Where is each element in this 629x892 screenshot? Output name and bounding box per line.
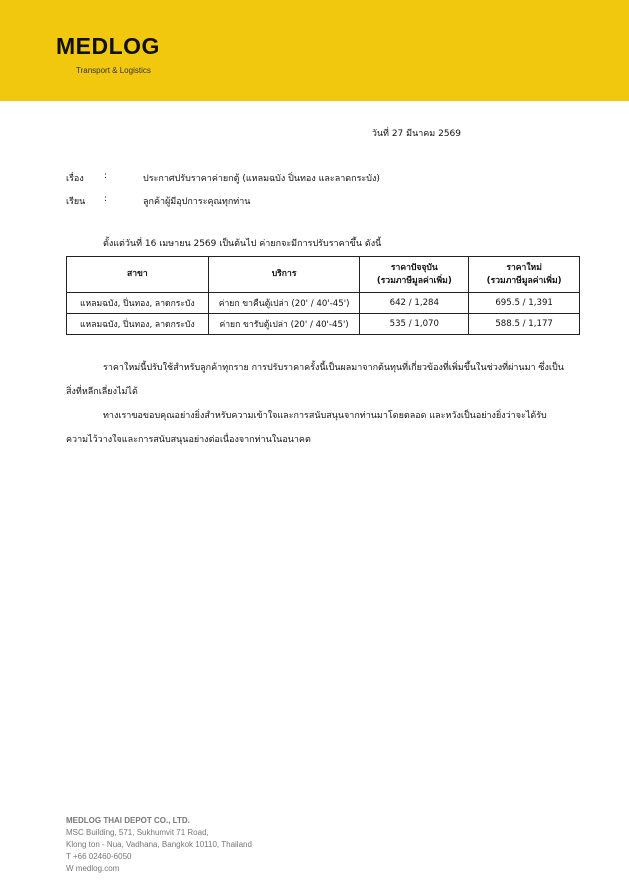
table-row <box>67 314 580 335</box>
cell-service: ค่ายก ขาคืนตู้เปล่า (20' / 40'-45') <box>208 293 360 314</box>
cell-new-price: 588.5 / 1,177 <box>469 314 580 335</box>
intro-text: ตั้งแต่วันที่ 16 เมษายน 2569 เป็นต้นไป ค่ายกจะมีการปรับราคาขึ้น ดังนี้ <box>103 239 382 249</box>
header-service: บริการ <box>208 257 360 293</box>
footer-phone: T +66 02460-6050 <box>66 852 132 861</box>
cell-current-price: 535 / 1,070 <box>360 314 469 335</box>
footer-address-line-2: Klong ton - Nua, Vadhana, Bangkok 10110, Thailand <box>66 840 252 849</box>
tagline: Transport & Logistics <box>76 66 151 75</box>
header-current-price <box>360 257 469 293</box>
subject-colon: : <box>104 171 108 181</box>
subject-label: เรื่อง <box>66 174 84 184</box>
letter-date: วันที่ 27 มีนาคม 2569 <box>371 129 461 139</box>
header-new-vat: (รวมภาษีมูลค่าเพิ่ม) <box>486 275 562 286</box>
header-current-vat: (รวมภาษีมูลค่าเพิ่ม) <box>376 275 452 286</box>
footer-company: MEDLOG THAI DEPOT CO., LTD. <box>66 816 190 825</box>
to-colon: : <box>104 194 108 204</box>
footer <box>66 815 252 875</box>
price-table <box>66 256 580 335</box>
to-text: ลูกค้าผู้มีอุปการะคุณทุกท่าน <box>143 197 251 207</box>
header-new-label: ราคาใหม่ <box>506 262 542 273</box>
cell-branch: แหลมฉบัง, ปิ่นทอง, ลาดกระบัง <box>67 293 209 314</box>
header-current-label: ราคาปัจจุบัน <box>390 262 438 273</box>
cell-branch: แหลมฉบัง, ปิ่นทอง, ลาดกระบัง <box>67 314 209 335</box>
letterhead-banner <box>0 0 629 101</box>
medlog-logo: MEDLOG <box>56 33 160 59</box>
footer-website: W medlog.com <box>66 864 120 873</box>
to-label: เรียน <box>66 197 86 207</box>
table-header-row <box>67 257 580 293</box>
cell-new-price: 695.5 / 1,391 <box>469 293 580 314</box>
header-new-price <box>469 257 580 293</box>
cell-current-price: 642 / 1,284 <box>360 293 469 314</box>
body-paragraph-2: ทางเราขอขอบคุณอย่างยิ่งสำหรับความเข้าใจและการสนับสนุนจากท่านมาโดยตลอด และหวังเป็นอย่างยิ่งว่าจะได้รับความไว้วางใจและการสนับสนุนอย่างต่อเนื่องจากท่านในอนาคต <box>66 411 547 445</box>
cell-service: ค่ายก ขารับตู้เปล่า (20' / 40'-45') <box>208 314 360 335</box>
footer-address-line-1: MSC Building, 571, Sukhumvit 71 Road, <box>66 828 209 837</box>
subject-text: ประกาศปรับราคาค่ายกตู้ (แหลมฉบัง ปิ่นทอง และลาดกระบัง) <box>143 174 380 184</box>
header-branch: สาขา <box>67 257 209 293</box>
body-paragraph-1: ราคาใหม่นี้ปรับใช้สำหรับลูกค้าทุกราย การปรับราคาครั้งนี้เป็นผลมาจากต้นทุนที่เกี่ยวข้องที่เพิ่มขึ้นในช่วงที่ผ่านมา ซึ่งเป็นสิ่งที่หลีกเลี่ยงไม่ได้ <box>66 363 564 397</box>
table-row <box>67 293 580 314</box>
